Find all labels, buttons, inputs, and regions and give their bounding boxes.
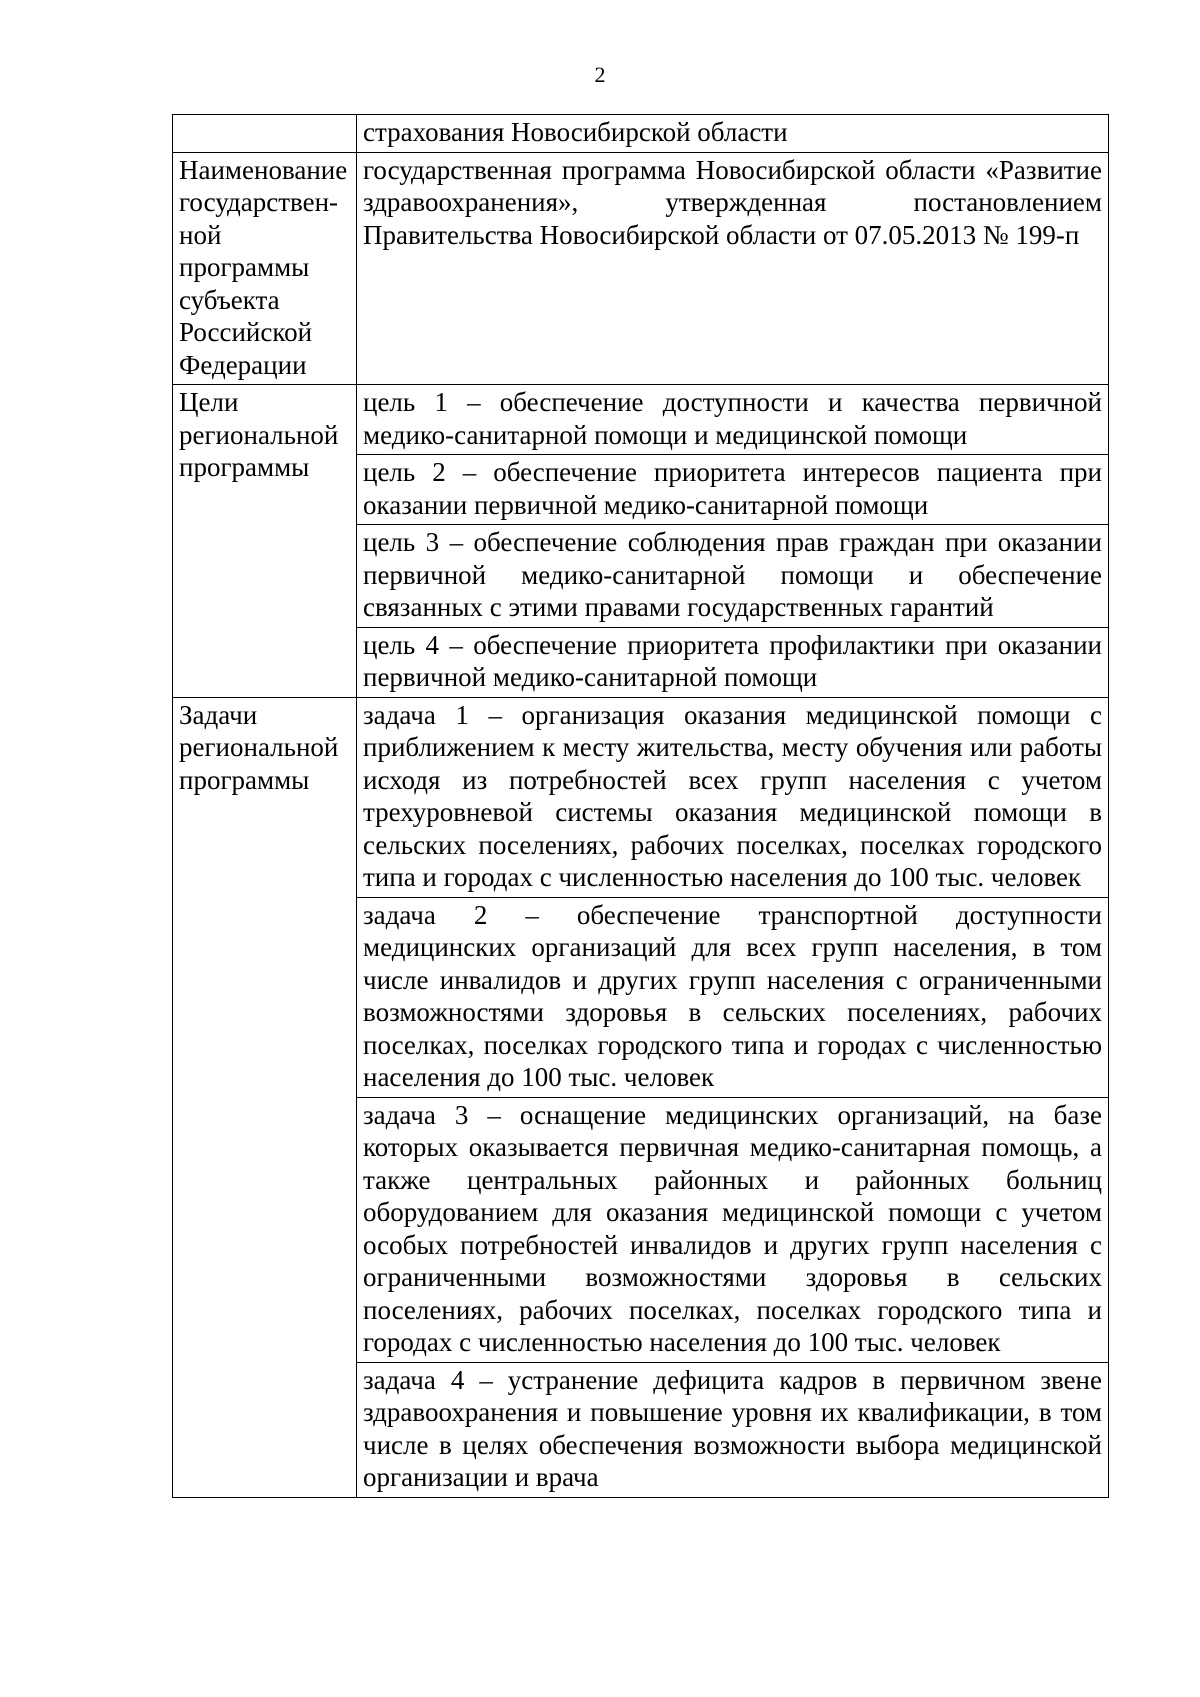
task-item: задача 2 – обеспечение транспортной доступности медицинских организаций для всех групп населения, в том числе инвалидов и других групп населения с ограниченными возможностями здоровья в сельских поселениях, рабочих поселках, поселках городского типа и городах с численностью населения до 100 тыс. человек <box>357 897 1109 1097</box>
goal-item: цель 2 – обеспечение приоритета интересов пациента при оказании первичной медико-санитарной помощи <box>357 455 1109 525</box>
row-label-empty <box>173 115 357 153</box>
row-label-tasks: Задачи региональной программы <box>173 697 357 1497</box>
label-line: программы <box>179 252 310 282</box>
task-item: задача 3 – оснащение медицинских организаций, на базе которых оказывается первичная медико-санитарная помощь, а также центральных районных и районных больниц оборудованием для оказания медицинской помощи с учетом особых потребностей инвалидов и других групп населения с ограниченными возможностями здоровья в сельских поселениях, рабочих поселках, поселках городского типа и городах с численностью населения до 100 тыс. человек <box>357 1097 1109 1362</box>
row-content-insurance: страхования Новосибирской области <box>357 115 1109 153</box>
row-label-goals: Цели региональной программы <box>173 385 357 698</box>
goal-item: цель 4 – обеспечение приоритета профилактики при оказании первичной медико-санитарной помощи <box>357 627 1109 697</box>
row-content-program-name: государственная программа Новосибирской области «Развитие здравоохранения», утвержденная постановлением Правительства Новосибирской области от 07.05.2013 № 199-п <box>357 152 1109 385</box>
table-row <box>173 385 1109 455</box>
label-line: ной <box>179 219 222 250</box>
label-line: Наименование <box>179 154 348 185</box>
goal-item: цель 1 – обеспечение доступности и качества первичной медико-санитарной помощи и медицинской помощи <box>357 385 1109 455</box>
task-item: задача 4 – устранение дефицита кадров в первичном звене здравоохранения и повышение уровня их квалификации, в том числе в целях обеспечения возможности выбора медицинской организации и врача <box>357 1362 1109 1497</box>
task-item: задача 1 – организация оказания медицинской помощи с приближением к месту жительства, месту обучения или работы исходя из потребностей всех групп населения с учетом трехуровневой системы оказания медицинской помощи в сельских поселениях, рабочих поселках, поселках городского типа и городах с численностью населения до 100 тыс. человек <box>357 697 1109 897</box>
program-passport-table <box>172 114 1109 1498</box>
page-number: 2 <box>594 62 606 87</box>
row-label-program-name <box>173 152 357 385</box>
goal-item: цель 3 – обеспечение соблюдения прав граждан при оказании первичной медико-санитарной помощи и обеспечение связанных с этими правами государственных гарантий <box>357 525 1109 628</box>
table-row <box>173 697 1109 897</box>
table-row <box>173 152 1109 385</box>
label-line: субъекта <box>179 284 280 315</box>
label-line: Федерации <box>179 349 307 380</box>
label-line: Российской <box>179 317 313 347</box>
table-row <box>173 115 1109 153</box>
label-line: государствен- <box>179 187 339 217</box>
